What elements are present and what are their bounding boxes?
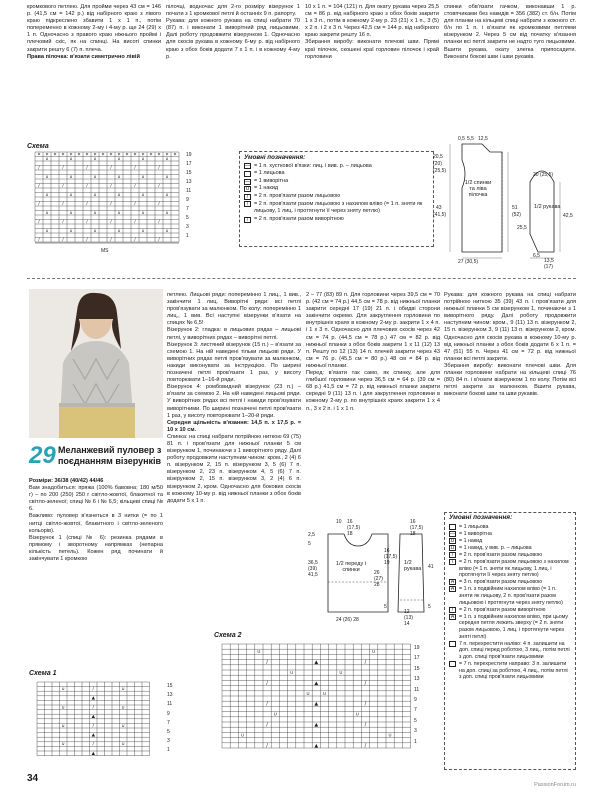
legend-item: [449, 531, 571, 538]
legend-item: \ = 2 п. пров'язати разом лицьовою з нахилом вліво (= 1 п. зняти як лицьову, 1 лиц. і протягнути її через зняту петлю): [244, 201, 429, 216]
stitch-symbol: /: [38, 201, 40, 207]
symbol-icon: /: [244, 217, 251, 223]
stitch-symbol: ∪: [121, 742, 125, 748]
stitch-symbol: /: [86, 237, 88, 243]
stitch-symbol: /: [62, 165, 64, 171]
stitch-symbol: ▲: [91, 714, 95, 720]
stitch-symbol: /: [38, 183, 40, 189]
stitch-symbol: /: [62, 183, 64, 189]
measure-value: 27 (30,5): [458, 259, 479, 265]
paragraph: Збирання виробу: виконати плечові шви. Прямі краї пілочок, скошені краї горловин пілочок і край горловини: [305, 39, 439, 60]
stitch-symbol: /: [266, 659, 268, 666]
stitch-symbol: /: [158, 183, 160, 189]
symbol-icon: A: [450, 579, 455, 586]
stitch-symbol: ▲: [91, 751, 95, 757]
stitch-symbol: ∪: [257, 649, 261, 656]
measure-value: (17,5): [410, 525, 424, 531]
stitch-symbol: /: [134, 201, 136, 207]
stitch-symbol: /: [38, 165, 40, 171]
mid-text-column-1: [29, 478, 163, 563]
paragraph: пілочці, водночас для 2-го розміру візерунок 1 почати з 1 кромкової петлі й останніх 9 п. рапорту.: [166, 4, 300, 18]
stitch-symbol: /: [134, 237, 136, 243]
measure-value: 0,5: [458, 136, 465, 142]
stitch-symbol: ∪: [45, 192, 49, 198]
stitch-symbol: ▲: [314, 680, 319, 687]
paragraph: Права пілочка: в'язати симетрично лівій: [27, 53, 140, 60]
stitch-symbol: ∪: [117, 174, 121, 180]
symbol-icon: [244, 171, 251, 177]
stitch-symbol: ∪: [69, 228, 73, 234]
stitch-symbol: ∪: [141, 192, 145, 198]
stitch-symbol: ∪: [61, 742, 65, 748]
stitch-symbol: ∪: [61, 723, 65, 729]
measure-value: (52): [512, 212, 521, 218]
stitch-symbol: ∪: [117, 228, 121, 234]
stitch-symbol: ∪: [45, 174, 49, 180]
symbol-icon: A: [450, 613, 455, 620]
paragraph: петлею. Лицьові ряди: поперемінно 1 лиц., 1 вив., закінчити 1 лиц. Виворітні ряди: всі петлі пров'язувати за малюнком. По колу: поперемінно 1 лиц., 1 вив. Всі наступні візерунки в'язати на спицях № 6,5!: [167, 292, 301, 327]
measure-value: 5,5: [467, 136, 474, 142]
measure-value: 43: [436, 205, 442, 211]
paragraph: Розміри: 36/38 (40/42) 44/46: [29, 478, 104, 484]
row-number: 13: [414, 676, 420, 683]
stitch-symbol: /: [364, 742, 367, 749]
legend-item: [449, 524, 571, 531]
symbol-icon: /: [449, 552, 456, 558]
measure-value: 18: [347, 531, 353, 537]
measure-value: (41,5): [433, 212, 447, 218]
measure-value: (27): [374, 576, 383, 582]
measure-value: 5: [384, 604, 387, 610]
legend-text: 7 п. перехрестити наліво: 4 п. залишити на доп. спиці перед роботою, 3 лиц., потім петлі з доп. спиці пров'язати лицьовими: [459, 640, 570, 660]
section-divider: [27, 278, 576, 279]
stitch-symbol: ∪: [93, 210, 97, 216]
paragraph: Збирання виробу: виконати плечові шви. Для планки горловини набрати на кільцеві спиці 76 (80) 84 п. і в'язати візерунком 1 по колу. Потім всі петлі закрити за малюнком. Вшити рукава, виконати бокові шви та шви рукавів.: [444, 362, 576, 398]
legend-text: = 1 лицьова: [459, 523, 489, 530]
stitch-symbol: ▲: [91, 733, 95, 738]
mid-text-column-2: [167, 292, 301, 505]
model-photo: [29, 289, 163, 438]
stitch-symbol: ∪: [165, 156, 169, 162]
paragraph: Середня щільність в'язання: 14,5 п. х 17,5 р. = 10 х 10 см.: [167, 419, 301, 433]
measure-value: 14: [404, 621, 410, 627]
measure-value: (20): [433, 161, 442, 167]
stitch-symbol: ✕: [133, 152, 137, 158]
measure-value: 12: [404, 609, 410, 615]
row-number: 9: [414, 697, 417, 703]
stitch-symbol: /: [62, 237, 64, 243]
measure-value: (17,5): [347, 525, 361, 531]
legend-text: = 1 п. з подвійним нахилом вліво (= 1 п. зняти як лицьову, 2 п. пров'язати разом лицьовою і протягнути через зняту петлю): [459, 586, 563, 606]
pattern-piece-label: 1/2 рукава: [534, 204, 561, 210]
row-number: 11: [186, 188, 192, 194]
pattern-title: Меланжевий пуловер з поєднанням візерунків: [58, 445, 162, 466]
stitch-symbol: ∪: [121, 687, 125, 692]
stitch-symbol: ∪: [240, 732, 245, 739]
paragraph: Рукава: для кожного рукава на спиці набрати 70 (87) п. і виконати 1 виворітний ряд лицьовими. Далі роботу продовжити візерунком 1. Одночасно для скосів рукава в кожному 6-му р. від набірного краю з обох боків додати 7 х 1 п. і в кожному 4-му р.: [166, 18, 300, 60]
paragraph: Вам знадобиться: пряжа (100% бавовна; 180 м/50 г) – по 200 (250) 250 г світло-жовтої, блакитної та світло-зеленої; спиці № 6 і № 6,5; кільцеві спиці № 6.: [29, 485, 163, 513]
row-number: 3: [186, 224, 189, 230]
legend-top: [239, 151, 434, 247]
stitch-symbol: ∪: [289, 670, 294, 676]
stitch-symbol: ∪: [61, 705, 65, 711]
legend-text: = 2 п. пров'язати разом лицьовою: [459, 551, 543, 558]
symbol-icon: \: [449, 559, 456, 565]
stitch-symbol: /: [266, 680, 268, 687]
symbol-icon: —: [245, 163, 250, 170]
measure-value: 41: [428, 564, 434, 570]
stitch-symbol: ✕: [117, 152, 121, 158]
scheme-title: Схема 2: [214, 632, 242, 639]
pattern-number: 29: [29, 442, 56, 469]
measure-value: 25,5: [517, 225, 527, 231]
legend-item: U = 1 накид: [245, 185, 279, 193]
measure-value: (25,5): [433, 168, 447, 174]
paragraph: Візерунок 3: листяний візерунок (15 п.) – в'язати за схемою 1. На ній наведені тільки лицьові ряди. У виворітних рядах петлі пров'язувати за малюнком, накиди виконувати за інструкцією. По ширині позначені петлі пров'язати 1 раз, у висоту повторювати 1–16-й ряди.: [167, 341, 301, 384]
row-number: 15: [414, 665, 420, 672]
legend-text: = 1 накид: [459, 537, 483, 544]
row-number: 17: [186, 161, 192, 167]
measure-value: 16: [384, 548, 390, 554]
stitch-symbol: /: [110, 183, 112, 189]
measure-value: 5: [428, 604, 431, 610]
stitch-symbol: /: [92, 742, 94, 748]
legend-text: = 3 п. пров'язати разом лицьовою: [459, 579, 543, 586]
row-number: 9: [167, 710, 170, 717]
row-number: 13: [186, 179, 192, 185]
scheme-title: Схема: [27, 143, 49, 150]
paragraph: 10 х 1 п. = 104 (121) п. Для окату рукава через 25,5 см = 86 р. від набірного краю з обох боків закрити 1 х 3 п., потім в кожному 2-му р. 23 (21) х 1 п., 3 (5) х 2 п. і 2 х 3 п. Через 42,5 см = 144 р. від набірного краю закрити решту 16 п.: [305, 4, 439, 39]
stitch-symbol: /: [158, 165, 160, 171]
stitch-symbol: ∪: [165, 228, 169, 234]
paragraph: 2 – 77 (83) 89 п. Для горловини через 39,5 см = 70 р. (42 см = 74 р.) 44,5 см = 78 р. від нижньої планки закрити середні 17 (19) 21 п. і обидві сторони закінчити окремо. Для закруглення горловини по внутрішніх краях в кожному 2-му р. закрити 1 х 4 п. і 1 х 3 п. Одночасно для плечових скосів через 42 см = 74 р. (44,5 см = 78 р.) 47 см = 82 р. від нижньої планки з обох боків закрити 1 х 11 (12) 13 п. Решту по 12 (13) 14 п. плечей закрити через 43 см = 76 р. (45,5 см = 80 р.) 48 см = 84 р. від нижньої планки.: [306, 292, 440, 369]
stitch-symbol: /: [92, 723, 94, 729]
stitch-symbol: /: [86, 183, 88, 189]
stitch-symbol: /: [158, 201, 160, 207]
row-number: 1: [414, 738, 417, 745]
stitch-symbol: ▲: [314, 722, 319, 728]
legend-item: / = 2 п. пров'язати разом виворітною: [244, 216, 429, 224]
measure-value: 24 (26) 28: [336, 617, 359, 623]
stitch-symbol: /: [86, 219, 88, 225]
measure-value: 6,5: [533, 253, 540, 259]
row-number: 1: [186, 233, 189, 239]
measure-value: (17): [544, 264, 553, 270]
row-number: 7: [167, 719, 170, 726]
stitch-symbol: /: [364, 701, 367, 708]
stitch-symbol: ∪: [165, 174, 169, 180]
paragraph: спинки обв'язати гачком, виконавши 1 р. стовпчиками без накидів = 356 (382) ст. б/н. Потім для планки на кільцеві спиці набрати з кожного ст. б/н по 1 п. і в'язати як кромковими петлями візерунком 2. Через 5 см від початку в'язання планки всі петлі закрити не надто туго лицьовими. Вшити рукава, окату злегка припосадити. Виконати бокові шви і шви рукавів.: [444, 4, 576, 60]
knitting-chart-1: [29, 680, 179, 762]
stitch-symbol: ∪: [45, 228, 49, 234]
row-number: 7: [186, 206, 189, 212]
row-number: 13: [167, 692, 173, 699]
row-number: 3: [414, 728, 417, 735]
legend-item: — = 1 п. хусткової в'язки: лиц. і вив. р. – лицьова: [245, 162, 372, 170]
measure-value: 16: [410, 519, 416, 525]
stitch-symbol: ∪: [141, 174, 145, 180]
measure-value: 41,5: [308, 572, 318, 578]
stitch-symbol: /: [92, 705, 94, 711]
stitch-symbol: ✕: [61, 152, 65, 158]
stitch-symbol: ✕: [93, 152, 97, 158]
stitch-symbol: /: [110, 237, 112, 243]
stitch-symbol: /: [266, 742, 268, 749]
measure-value: 16: [347, 519, 353, 525]
top-text-column-2: [166, 4, 300, 61]
stitch-symbol: ∪: [117, 210, 121, 216]
stitch-symbol: ∪: [306, 690, 310, 697]
page-number: 34: [27, 773, 39, 784]
row-number: 5: [186, 215, 189, 221]
stitch-symbol: /: [110, 201, 112, 207]
stitch-symbol: /: [86, 201, 88, 207]
measure-value: 28: [374, 582, 380, 588]
stitch-symbol: ∪: [69, 156, 73, 162]
stitch-symbol: ∪: [117, 192, 121, 198]
measure-value: 13,5: [544, 258, 554, 264]
stitch-symbol: ∪: [388, 732, 392, 739]
measure-value: 36,5: [308, 560, 318, 566]
top-text-column-3: [305, 4, 439, 61]
row-number: 3: [167, 738, 170, 745]
scheme-title: Схема 1: [29, 670, 57, 677]
paragraph: Візерунок 2: гладка: в лицьових рядах – лицьові петлі, у виворітних рядах – виворітні петлі.: [167, 327, 301, 341]
stitch-symbol: ✕: [109, 152, 113, 158]
stitch-symbol: ∪: [45, 210, 49, 216]
stitch-symbol: /: [38, 219, 40, 225]
stitch-symbol: ∪: [322, 690, 327, 697]
stitch-symbol: ✕: [101, 152, 105, 158]
stitch-symbol: ✕: [85, 152, 89, 158]
stitch-symbol: ✕: [149, 152, 153, 158]
row-number: 11: [167, 701, 173, 708]
symbol-icon: \: [244, 201, 251, 207]
stitch-symbol: ✕: [53, 152, 57, 158]
stitch-symbol: ✕: [77, 152, 81, 158]
symbol-icon: Ω: [450, 544, 455, 551]
measure-value: 2,5: [308, 532, 315, 538]
paragraph: Спинка: на спиці набрати потрійною ниткою 69 (75) 81 п. і пров'язати для нижньої планки 5 см візерунком 1, починаючи з 1 виворітного ряду. Далі роботу продовжити наступним чином: кром., 2 (4) 6 п. візерунком 2, 15 п. візерунком 3, 5 (6) 7 п. візерунком 2, 23 п. візерунком 4, 5 (6) 7 п. візерунком 2, 15 п. візерунком 3, 2 (4) 6 п. візерунком 2, кром. Одночасно для бокових скосів в кожному 10-му р. від нижньої планки з обох боків додати 5 х 1 п.: [167, 433, 301, 504]
paragraph: Перед: в'язати так само, як спинку, але для глибшої горловини через 36,5 см = 64 р. (39 см = 68 р.) 41,5 см = 72 р. від нижньої планки закрити середні 9 (11) 13 п. і для закруглення горловини в кожному 2-му р. по внутрішніх краях закрити 1 х 4 п., 3 х 2 п. і 1 х 1 п.: [306, 370, 440, 412]
symbol-icon: U: [450, 537, 455, 544]
legend-item: [449, 552, 571, 559]
stitch-symbol: ✕: [141, 152, 145, 158]
stitch-symbol: ∪: [117, 156, 121, 162]
pattern-piece-label: 1/2 спинки та ліва пілочка: [464, 180, 492, 198]
row-number: 11: [414, 686, 420, 693]
stitch-symbol: ∪: [273, 711, 278, 718]
legend-item: [449, 586, 571, 606]
stitch-symbol: ✕: [37, 152, 41, 158]
legend-text: = 2 п. пров'язати разом виворітною: [459, 606, 546, 613]
stitch-symbol: ∪: [69, 210, 73, 216]
legend-text: = 7 п. перехрестити направо: 3 п. залишити на доп. спиці за роботою, 4 лиц., потім петлі з доп. спиці пров'язати лицьовими: [459, 660, 568, 681]
legend-item: [449, 641, 571, 661]
stitch-symbol: ∪: [93, 156, 97, 162]
measure-value: 12,5: [478, 136, 488, 142]
measure-value: 51: [512, 205, 518, 211]
stitch-symbol: ∪: [93, 192, 97, 198]
stitch-symbol: /: [364, 680, 367, 687]
stitch-symbol: ✕: [45, 152, 49, 158]
legend-item: [449, 579, 571, 586]
symbol-icon: [449, 661, 456, 667]
measure-value: (17,5): [384, 554, 398, 560]
stitch-symbol: /: [38, 237, 40, 243]
row-number: 15: [167, 683, 173, 689]
knitting-chart-2: [214, 642, 444, 757]
paragraph: Рукава: для кожного рукава на спиці набрати потрійною ниткою 35 (39) 43 п. і пров'язати для нижньої планки 5 см візерунком 1, починаючи з 1 виворітного ряду. Далі роботу продовжити наступним чином: кром., 9 (11) 13 п. візерунком 2, 15 п. візерунком 3, 9 (11) 13 п. візерунком 2, кром. Одночасно для скосів рукава в кожному 10-му р. від нижньої планки з обох боків додати 6 х 1 п. = 47 (51) 55 п. Через 41 см = 72 р. від нижньої планки всі петлі закрити.: [444, 292, 576, 362]
knitting-chart-top: [27, 151, 197, 248]
legend-mid: [444, 512, 576, 770]
mid-text-column-4: [444, 292, 576, 398]
measure-value: (39): [308, 566, 317, 572]
legend-text: = 1 п. з подвійним нахилом вліво, при цьому середня петля лежить зверху (= 2 п. зняти разом лицьовою, 1 лиц. і протягнути через зняті петлі): [459, 613, 569, 640]
stitch-symbol: ∪: [371, 649, 376, 656]
stitch-symbol: ∪: [165, 210, 169, 216]
legend-list: [449, 524, 571, 681]
stitch-symbol: ∪: [141, 210, 145, 216]
row-number: 5: [414, 717, 417, 724]
measure-value: (13): [404, 615, 413, 621]
stitch-symbol: ✕: [157, 152, 161, 158]
measure-value: 20 (25,5): [533, 172, 554, 178]
stitch-symbol: ∪: [339, 670, 343, 676]
stitch-symbol: ∪: [355, 711, 360, 718]
garment-pattern-mid: [306, 520, 440, 632]
legend-item: [449, 607, 571, 614]
legend-item: [449, 538, 571, 545]
legend-item: = 1 лицьова: [244, 170, 429, 178]
legend-item: [449, 545, 571, 552]
stitch-symbol: /: [266, 701, 268, 708]
stitch-symbol: /: [134, 165, 136, 171]
stitch-symbol: /: [110, 165, 112, 171]
stitch-symbol: ▲: [91, 696, 95, 702]
symbol-icon: /: [449, 607, 456, 613]
symbol-icon: —: [450, 530, 455, 537]
row-number: 1: [167, 747, 170, 754]
top-text-column-1: [27, 4, 161, 61]
legend-text: = 2 п. пров'язати разом лицьовою з нахилом вліво (= 1 п. зняти як лицьову, 1 лиц. і протягнути її через зняту петлю): [459, 559, 569, 579]
row-number: 19: [186, 152, 192, 158]
pattern-piece-label: 1/2 рукава: [404, 560, 422, 572]
measure-value: 19: [384, 560, 390, 566]
legend-title: Умовні позначення:: [449, 514, 513, 521]
row-number: 17: [414, 655, 420, 662]
site-watermark: PassionForum.ru: [534, 782, 576, 788]
stitch-symbol: ∪: [165, 192, 169, 198]
symbol-icon: —: [245, 178, 250, 185]
stitch-symbol: ∪: [93, 228, 97, 234]
stitch-symbol: ∪: [45, 156, 49, 162]
stitch-symbol: ✕: [165, 152, 169, 158]
legend-title: Умовні позначення:: [244, 154, 306, 161]
top-text-column-4: [444, 4, 576, 61]
stitch-symbol: /: [92, 687, 94, 692]
stitch-symbol: ✕: [125, 152, 129, 158]
stitch-symbol: ▲: [314, 701, 319, 708]
symbol-icon: U: [245, 186, 250, 193]
stitch-symbol: ✕: [173, 152, 177, 158]
symbol-icon: [449, 524, 456, 530]
measure-value: 10: [336, 519, 342, 525]
stitch-symbol: ∪: [69, 174, 73, 180]
stitch-symbol: ∪: [93, 174, 97, 180]
legend-text: = 1 виворітна: [459, 530, 492, 537]
stitch-symbol: /: [364, 659, 367, 666]
stitch-symbol: /: [62, 219, 64, 225]
stitch-symbol: /: [134, 219, 136, 225]
stitch-symbol: ∪: [69, 192, 73, 198]
symbol-icon: [449, 641, 456, 647]
stitch-symbol: ∪: [61, 687, 65, 692]
paragraph: Візерунок 1 (спиці № 6): резинка рядами в прямому і зворотному напрямках (непарна кількість петель). Кожен ряд починати й закінчувати 1 кромкою: [29, 534, 163, 563]
stitch-symbol: ▲: [314, 742, 319, 749]
stitch-symbol: /: [86, 165, 88, 171]
row-number: 5: [167, 729, 170, 735]
stitch-symbol: /: [158, 219, 160, 225]
stitch-symbol: ∪: [121, 705, 125, 711]
legend-text: = 1 накид, у вив. р. – лицьова: [459, 544, 532, 551]
stitch-symbol: /: [110, 219, 112, 225]
stitch-symbol: ∪: [141, 156, 145, 162]
stitch-symbol: ✕: [69, 152, 73, 158]
row-number: 15: [186, 170, 192, 176]
measure-value: 5: [308, 541, 311, 547]
measure-value: 42,5: [563, 213, 573, 219]
stitch-symbol: /: [134, 183, 136, 189]
symbol-icon: /: [244, 194, 251, 200]
legend-item: — = 1 виворітна: [245, 177, 289, 185]
measure-value: 26: [374, 570, 380, 576]
paragraph: Візерунок 4: ромбовидний візерунок (23 п.) – в'язати за схемою 2. На ній наведені лицьові ряди. У виворітних рядах всі петлі і накиди пров'язувати виворітними. По ширині позначені петлі пров'язати 1 раз, у висоту повторювати 1–20-й ряди.: [167, 384, 301, 419]
sweater-image: [29, 289, 163, 438]
garment-pattern-top: [430, 130, 576, 272]
stitch-symbol: /: [62, 201, 64, 207]
legend-item: [449, 661, 571, 681]
stitch-symbol: /: [158, 237, 160, 243]
pattern-piece-label: 1/2 переду і спинки: [336, 561, 366, 573]
row-number: 7: [414, 707, 417, 714]
stitch-symbol: ∪: [121, 723, 125, 729]
stitch-symbol: /: [266, 722, 268, 728]
paragraph: Важливо: пуловер в'язнеться в 3 нитки (= по 1 нитці світло-жовтої, блакитного і світло-зеленого кольорів).: [29, 513, 163, 534]
stitch-symbol: ∪: [141, 228, 145, 234]
symbol-icon: A: [450, 586, 455, 593]
paragraph: кромкового петлею. Для пройми через 43 см = 146 р. (41,5 см = 142 р.) від набірного краю з лівого краю підкреслено збавити 1 х 1 п., потім попеременно в кожному 2-му і 4-му р. ще 24 (29) х 1 п. Одночасно з правого краю ніжнього проймі і плечовий скіс, як на спинці. На висоті спинки закрити решту 6 (7) п. плеча.: [27, 4, 161, 53]
measure-value: 20,5: [433, 154, 443, 160]
legend-item: [449, 614, 571, 640]
stitch-symbol: ▲: [314, 659, 319, 666]
row-number: 19: [414, 645, 420, 651]
legend-item: [449, 559, 571, 579]
legend-item: / = 2 п. пров'язати разом лицьовою: [244, 193, 429, 201]
mid-text-column-3: [306, 292, 440, 413]
ms-label: MS: [101, 248, 109, 254]
row-number: 9: [186, 197, 189, 203]
stitch-symbol: /: [364, 722, 367, 728]
measure-value: 18: [410, 531, 416, 537]
